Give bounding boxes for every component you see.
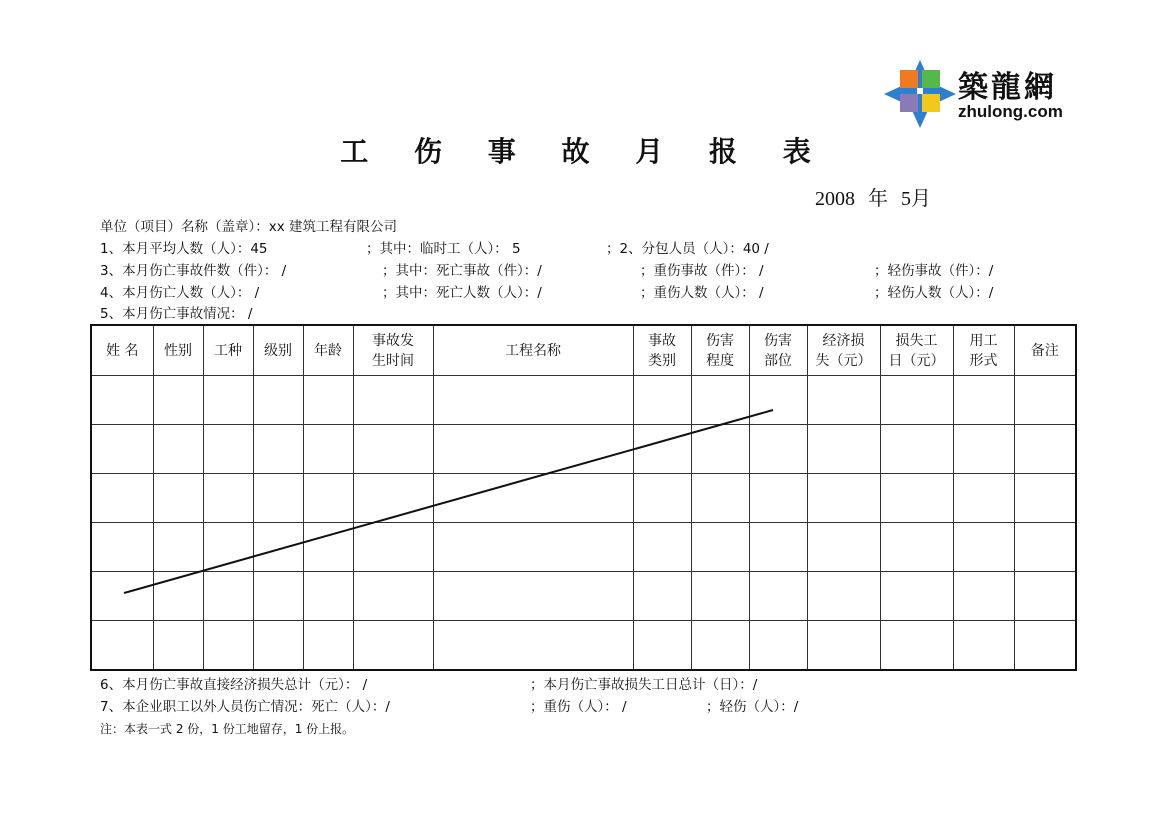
table-cell[interactable] xyxy=(353,621,433,671)
subcontract-staff: ；2、分包人员（人）：40 / xyxy=(606,241,769,257)
column-header-text: 事故 xyxy=(648,332,676,349)
table-cell[interactable] xyxy=(153,621,203,671)
table-cell[interactable] xyxy=(433,425,633,474)
table-cell[interactable] xyxy=(433,376,633,425)
table-cell[interactable] xyxy=(253,523,303,572)
column-header xyxy=(953,325,1014,376)
info-line-7 xyxy=(0,698,1169,716)
table-cell[interactable] xyxy=(91,376,153,425)
table-cell[interactable] xyxy=(633,621,691,671)
table-cell[interactable] xyxy=(91,621,153,671)
table-cell[interactable] xyxy=(880,523,953,572)
info-line-3 xyxy=(0,262,1169,280)
serious-injury-count: ；重伤人数（人）： / xyxy=(640,285,764,301)
table-cell[interactable] xyxy=(303,621,353,671)
table-cell[interactable] xyxy=(353,474,433,523)
table-cell[interactable] xyxy=(953,523,1014,572)
info-line-6 xyxy=(0,676,1169,694)
outsider-deaths: 7、本企业职工以外人员伤亡情况：死亡（人）：/ xyxy=(100,699,390,715)
column-header-text: 姓 名 xyxy=(106,342,139,359)
death-count: ；其中：死亡人数（人）：/ xyxy=(382,285,542,301)
lost-workdays-total: ；本月伤亡事故损失工日总计（日）：/ xyxy=(530,677,758,693)
table-cell[interactable] xyxy=(253,621,303,671)
table-cell[interactable] xyxy=(749,523,807,572)
table-row xyxy=(91,572,1076,621)
info-line-1 xyxy=(0,240,1169,258)
table-row xyxy=(91,523,1076,572)
table-cell[interactable] xyxy=(691,425,749,474)
column-header-text: 工种 xyxy=(214,342,242,359)
minor-injury-count: ；轻伤人数（人）：/ xyxy=(874,285,994,301)
table-cell[interactable] xyxy=(153,572,203,621)
table-row xyxy=(91,621,1076,671)
table-cell[interactable] xyxy=(880,572,953,621)
table-cell[interactable] xyxy=(203,425,253,474)
table-cell[interactable] xyxy=(880,474,953,523)
table-row xyxy=(91,376,1076,425)
column-header-text: 级别 xyxy=(264,342,292,359)
table-row xyxy=(91,474,1076,523)
table-cell[interactable] xyxy=(203,523,253,572)
table-cell[interactable] xyxy=(433,523,633,572)
table-cell[interactable] xyxy=(353,572,433,621)
table-cell[interactable] xyxy=(303,425,353,474)
table-cell[interactable] xyxy=(1014,425,1076,474)
column-header-text: 类别 xyxy=(648,352,676,369)
table-cell[interactable] xyxy=(633,523,691,572)
table-row xyxy=(91,425,1076,474)
column-header xyxy=(807,325,880,376)
unit-name-line: 单位（项目）名称（盖章）：xx 建筑工程有限公司 xyxy=(100,219,398,235)
logo-pinwheel-icon xyxy=(884,60,956,128)
table-cell[interactable] xyxy=(91,523,153,572)
column-header xyxy=(633,325,691,376)
column-header xyxy=(691,325,749,376)
table-cell[interactable] xyxy=(1014,621,1076,671)
outsider-minor-injuries: ；轻伤（人）：/ xyxy=(706,699,799,715)
table-cell[interactable] xyxy=(807,572,880,621)
table-cell[interactable] xyxy=(303,474,353,523)
table-cell[interactable] xyxy=(91,474,153,523)
column-header-text: 伤害 xyxy=(706,332,734,349)
table-cell[interactable] xyxy=(303,523,353,572)
column-header xyxy=(303,325,353,376)
logo-chinese-text: 築龍網 xyxy=(958,70,1057,105)
table-cell[interactable] xyxy=(691,474,749,523)
table-header-row xyxy=(91,325,1076,376)
table-cell[interactable] xyxy=(1014,474,1076,523)
column-header-text: 形式 xyxy=(969,352,998,369)
column-header xyxy=(203,325,253,376)
table-cell[interactable] xyxy=(749,425,807,474)
table-cell[interactable] xyxy=(353,376,433,425)
table-cell[interactable] xyxy=(691,621,749,671)
table-cell[interactable] xyxy=(253,376,303,425)
table-cell[interactable] xyxy=(203,572,253,621)
column-header-text: 备注 xyxy=(1030,342,1059,359)
table-cell[interactable] xyxy=(880,425,953,474)
temp-workers: ；其中：临时工（人）： 5 xyxy=(366,241,521,257)
table-cell[interactable] xyxy=(953,572,1014,621)
table-cell[interactable] xyxy=(253,425,303,474)
table-cell[interactable] xyxy=(153,474,203,523)
report-date xyxy=(815,182,931,211)
table-cell[interactable] xyxy=(1014,523,1076,572)
economic-loss-total: 6、本月伤亡事故直接经济损失总计（元）： / xyxy=(100,677,368,693)
column-header xyxy=(91,325,153,376)
column-header-text: 事故发 xyxy=(372,332,414,349)
table-cell[interactable] xyxy=(303,572,353,621)
table-cell[interactable] xyxy=(807,376,880,425)
serious-accident-count: ；重伤事故（件）： / xyxy=(640,263,764,279)
logo-english-text: zhulong.com xyxy=(958,102,1063,121)
zhulong-logo xyxy=(884,60,1070,128)
table-cell[interactable] xyxy=(807,425,880,474)
date-month: 5月 xyxy=(901,188,931,210)
column-header xyxy=(353,325,433,376)
column-header-text: 工程名称 xyxy=(505,342,561,359)
table-cell[interactable] xyxy=(633,572,691,621)
table-cell[interactable] xyxy=(633,376,691,425)
table-cell[interactable] xyxy=(353,523,433,572)
table-cell[interactable] xyxy=(953,376,1014,425)
column-header-text: 用工 xyxy=(969,332,998,349)
minor-accident-count: ；轻伤事故（件）：/ xyxy=(874,263,994,279)
column-header-text: 日（元） xyxy=(888,352,945,369)
avg-headcount: 1、本月平均人数（人）：45 xyxy=(100,241,268,257)
table-cell[interactable] xyxy=(807,474,880,523)
table-cell[interactable] xyxy=(153,425,203,474)
table-cell[interactable] xyxy=(633,425,691,474)
column-header-text: 失（元） xyxy=(815,352,872,369)
table-cell[interactable] xyxy=(953,621,1014,671)
column-header xyxy=(433,325,633,376)
accident-situation-line: 5、本月伤亡事故情况： / xyxy=(100,306,253,322)
accident-count: 3、本月伤亡事故件数（件）： / xyxy=(100,263,287,279)
table-cell[interactable] xyxy=(91,425,153,474)
table-cell[interactable] xyxy=(433,621,633,671)
table-cell[interactable] xyxy=(749,572,807,621)
column-header-text: 经济损 xyxy=(822,332,865,349)
table-cell[interactable] xyxy=(691,572,749,621)
table-cell[interactable] xyxy=(633,474,691,523)
info-line-4 xyxy=(0,284,1169,302)
accident-table xyxy=(90,324,1077,671)
table-cell[interactable] xyxy=(880,621,953,671)
date-year: 2008 xyxy=(815,188,855,210)
table-cell[interactable] xyxy=(91,572,153,621)
table-cell[interactable] xyxy=(807,523,880,572)
column-header-text: 性别 xyxy=(164,342,192,359)
table-cell[interactable] xyxy=(807,621,880,671)
column-header xyxy=(153,325,203,376)
table-cell[interactable] xyxy=(433,474,633,523)
table-cell[interactable] xyxy=(433,572,633,621)
table-cell[interactable] xyxy=(1014,376,1076,425)
table-cell[interactable] xyxy=(749,474,807,523)
date-year-unit: 年 xyxy=(868,188,888,210)
column-header-text: 生时间 xyxy=(372,352,414,369)
outsider-serious-injuries: ；重伤（人）： / xyxy=(530,699,627,715)
column-header-text: 部位 xyxy=(764,352,792,369)
table-body xyxy=(91,376,1076,671)
table-cell[interactable] xyxy=(153,523,203,572)
report-title: 工 伤 事 故 月 报 表 xyxy=(340,135,829,168)
column-header-text: 年龄 xyxy=(314,342,342,359)
column-header xyxy=(253,325,303,376)
table-cell[interactable] xyxy=(880,376,953,425)
casualty-count: 4、本月伤亡人数（人）： / xyxy=(100,285,260,301)
table-cell[interactable] xyxy=(203,376,253,425)
table-cell[interactable] xyxy=(253,474,303,523)
table-cell[interactable] xyxy=(749,376,807,425)
column-header xyxy=(749,325,807,376)
column-header-text: 伤害 xyxy=(764,332,792,349)
table-cell[interactable] xyxy=(203,621,253,671)
table-cell[interactable] xyxy=(203,474,253,523)
table-cell[interactable] xyxy=(153,376,203,425)
column-header xyxy=(880,325,953,376)
column-header xyxy=(1014,325,1076,376)
table-cell[interactable] xyxy=(353,425,433,474)
column-header-text: 损失工 xyxy=(895,332,938,349)
fatal-accident-count: ；其中：死亡事故（件）：/ xyxy=(382,263,542,279)
table-cell[interactable] xyxy=(253,572,303,621)
table-cell[interactable] xyxy=(953,474,1014,523)
table-cell[interactable] xyxy=(691,376,749,425)
table-cell[interactable] xyxy=(749,621,807,671)
table-cell[interactable] xyxy=(691,523,749,572)
column-header-text: 程度 xyxy=(706,352,734,369)
footnote: 注：本表一式 2 份，1 份工地留存，1 份上报。 xyxy=(100,722,355,736)
table-cell[interactable] xyxy=(303,376,353,425)
table-cell[interactable] xyxy=(953,425,1014,474)
table-cell[interactable] xyxy=(1014,572,1076,621)
